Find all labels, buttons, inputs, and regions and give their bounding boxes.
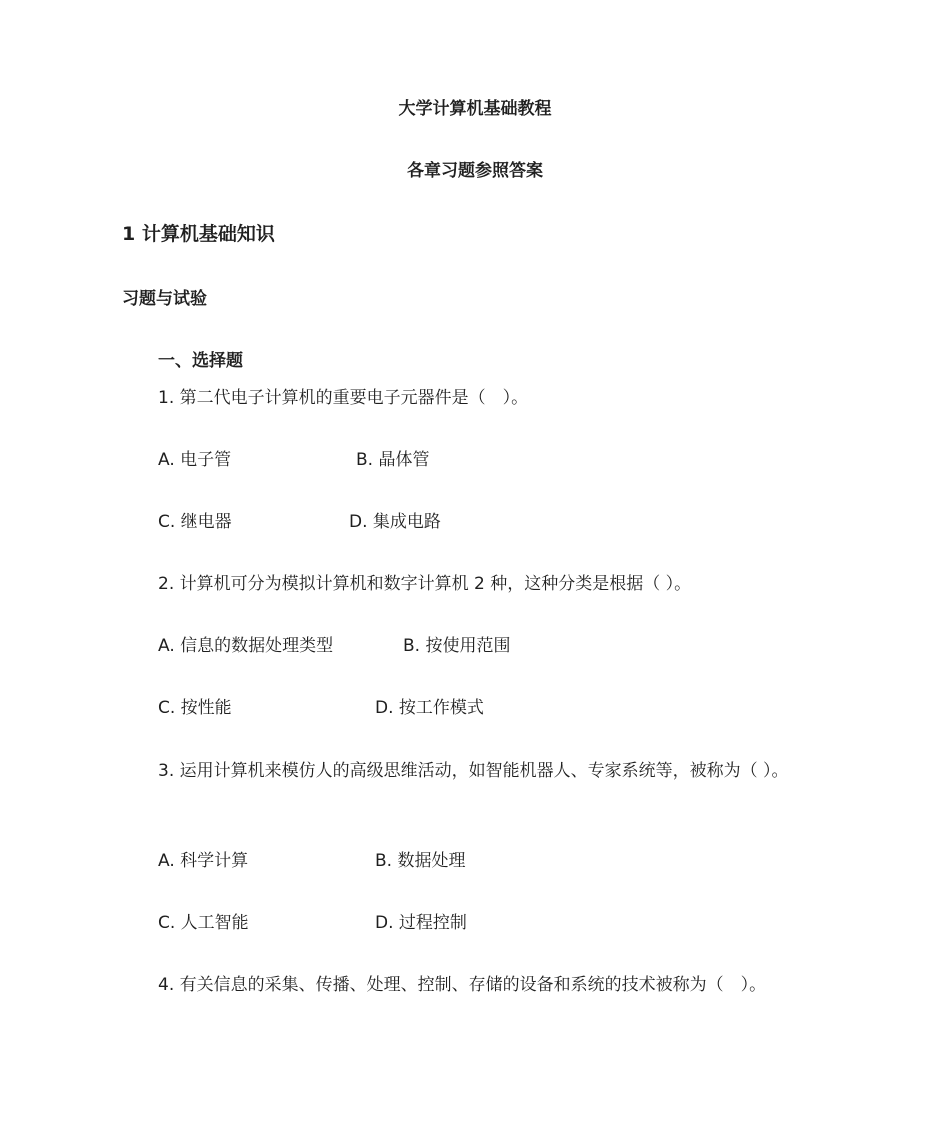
question-option: B. 晶体管 [356, 450, 430, 470]
question-option: A. 科学计算 [158, 851, 249, 871]
question-stem: 1. 第二代电子计算机的重要电子元器件是（ ）。 [158, 388, 529, 408]
question-option: C. 人工智能 [158, 913, 249, 933]
chapter-heading: 1 计算机基础知识 [122, 223, 275, 245]
question-option: B. 数据处理 [375, 851, 466, 871]
document-subtitle: 各章习题参照答案 [407, 161, 543, 181]
question-option: D. 按工作模式 [375, 698, 484, 718]
subsection-heading: 一、选择题 [158, 351, 243, 371]
question-option: C. 继电器 [158, 512, 232, 532]
document-title: 大学计算机基础教程 [398, 99, 552, 119]
question-option: C. 按性能 [158, 698, 232, 718]
question-option: D. 过程控制 [375, 913, 467, 933]
question-option: A. 电子管 [158, 450, 232, 470]
question-stem: 3. 运用计算机来模仿人的高级思维活动，如智能机器人、专家系统等，被称为（ ）。 [158, 761, 789, 781]
question-option: D. 集成电路 [349, 512, 441, 532]
question-stem: 2. 计算机可分为模拟计算机和数字计算机 2 种，这种分类是根据（ ）。 [158, 574, 692, 594]
question-option: B. 按使用范围 [403, 636, 511, 656]
question-option: A. 信息的数据处理类型 [158, 636, 334, 656]
section-heading: 习题与试验 [122, 289, 207, 309]
question-stem: 4. 有关信息的采集、传播、处理、控制、存储的设备和系统的技术被称为（ ）。 [158, 975, 767, 995]
